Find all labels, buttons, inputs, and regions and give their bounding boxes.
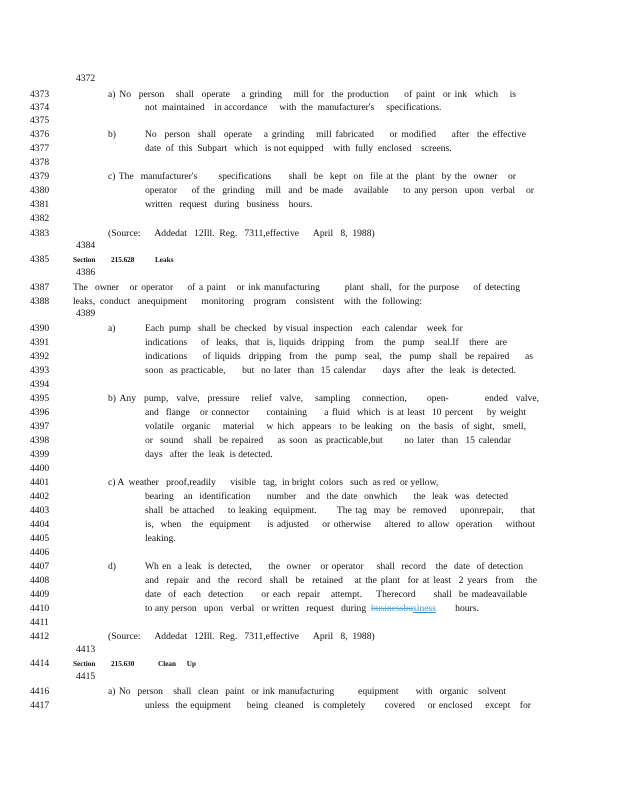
line-number: 4392 (30, 351, 50, 362)
inserted-text: siness (413, 603, 436, 614)
line-number: 4406 (30, 547, 50, 558)
line-number: 4389 (76, 308, 96, 319)
line-number: 4403 (30, 505, 50, 516)
line-number: 4374 (30, 102, 50, 113)
deleted-text: businessbu (370, 603, 414, 614)
line-number: 4410 (30, 603, 50, 614)
line-number: 4387 (30, 282, 50, 293)
line-number: 4399 (30, 449, 50, 460)
paragraph-line: date of each detection or each repair attempt. Therecord shall be madeavailable (145, 589, 527, 600)
line-number: 4378 (30, 157, 50, 168)
line-number: 4411 (30, 617, 49, 628)
paragraph-line: indications of liquids dripping from the pump seal, the pump shall be repaired as (145, 351, 533, 362)
line-number: 4385 (30, 254, 50, 265)
paragraph-line: c) A weather proof,readily visible tag, in bright colors such as red or yellow, (108, 477, 439, 488)
line-number: 4396 (30, 407, 50, 418)
section-title: Leaks (155, 256, 174, 264)
paragraph-line: bearing an identification number and the date onwhich the leak was detected (145, 491, 508, 502)
paragraph-text: to any person upon verbal or written request during (145, 603, 367, 614)
paragraph-line: Each pump shall be checked by visual inspection each calendar week for (145, 323, 463, 334)
line-number: 4400 (30, 463, 50, 474)
paragraph-line: days after the leak is detected. (145, 449, 273, 460)
line-number: 4395 (30, 393, 50, 404)
line-number: 4373 (30, 89, 50, 100)
section-label: Section (73, 256, 96, 264)
line-number: 4379 (30, 171, 50, 182)
line-number: 4404 (30, 519, 50, 530)
line-number: 4405 (30, 533, 50, 544)
line-number: 4416 (30, 686, 50, 697)
line-number: 4413 (76, 644, 96, 655)
line-number: 4417 (30, 700, 50, 711)
line-number: 4407 (30, 561, 50, 572)
paragraph-line: The owner or operator of a paint or ink manufacturing plant shall, for the purpose of detecting (73, 282, 520, 293)
section-label: Section (73, 660, 96, 668)
line-number: 4412 (30, 631, 50, 642)
line-number: 4409 (30, 589, 50, 600)
line-number: 4382 (30, 213, 50, 224)
paragraph-line: c) The manufacturer's specifications shall be kept on file at the plant by the owner or (108, 171, 516, 182)
paragraph-text: hours. (435, 603, 479, 614)
line-number: 4386 (76, 267, 96, 278)
line-number: 4377 (30, 143, 50, 154)
line-number: 4390 (30, 323, 50, 334)
paragraph-line: indications of leaks, that is, liquids dripping from the pump seal.If there are (145, 337, 507, 348)
line-number: 4376 (30, 129, 50, 140)
paragraph-line: unless the equipment being cleaned is completely covered or enclosed except for (145, 700, 531, 711)
line-number: 4393 (30, 365, 50, 376)
paragraph-line: leaks, conduct anequipment monitoring program consistent with the following: (73, 296, 423, 307)
item-marker: b) (108, 129, 116, 140)
paragraph-line: a) No person shall operate a grinding mill for the production of paint or ink which is (108, 89, 516, 100)
item-marker: d) (108, 561, 116, 572)
line-number: 4383 (30, 228, 50, 239)
source-note: (Source: Addedat 12Ill. Reg. 7311,effective April 8, 1988) (108, 631, 375, 642)
line-number: 4388 (30, 296, 50, 307)
line-number: 4415 (76, 671, 96, 682)
line-number: 4391 (30, 337, 50, 348)
paragraph-line: date of this Subpart which is not equipped with fully enclosed screens. (145, 143, 452, 154)
paragraph-line: not maintained in accordance with the manufacturer's specifications. (145, 102, 442, 113)
line-number: 4397 (30, 421, 50, 432)
paragraph-line: soon as practicable, but no later than 15 calendar days after the leak is detected. (145, 365, 516, 376)
paragraph-line: written request during business hours. (145, 199, 313, 210)
paragraph-line: leaking. (145, 533, 176, 544)
paragraph-line: and flange or connector containing a fluid which is at least 10 percent by weight (145, 407, 526, 418)
paragraph-line: Wh en a leak is detected, the owner or operator shall record the date of detection (145, 561, 523, 572)
paragraph-line: or sound shall be repaired as soon as practicable,but no later than 15 calendar (145, 435, 511, 446)
line-number: 4408 (30, 575, 50, 586)
paragraph-line: volatile organic material w hich appears to be leaking on the basis of sight, smell, (145, 421, 526, 432)
paragraph-line: a) No person shall clean paint or ink manufacturing equipment with organic solvent (108, 686, 506, 697)
line-number: 4375 (30, 115, 50, 126)
paragraph-line: operator of the grinding mill and be made available to any person upon verbal or (145, 185, 534, 196)
line-number: 4401 (30, 477, 50, 488)
section-number: 215.628 (111, 256, 135, 264)
section-number: 215.630 (111, 660, 135, 668)
line-number: 4384 (76, 240, 96, 251)
section-title: Clean Up (158, 660, 196, 668)
line-number: 4398 (30, 435, 50, 446)
line-number: 4372 (76, 73, 96, 84)
line-number: 4380 (30, 185, 50, 196)
line-number: 4402 (30, 491, 50, 502)
paragraph-line: shall be attached to leaking equipment. The tag may be removed uponrepair, that (145, 505, 535, 516)
paragraph-line: No person shall operate a grinding mill fabricated or modified after the effective (145, 129, 526, 140)
paragraph-line: is, when the equipment is adjusted or otherwise altered to allow operation without (145, 519, 535, 530)
paragraph-line (145, 603, 479, 614)
paragraph-line: and repair and the record shall be retained at the plant for at least 2 years from the (145, 575, 537, 586)
line-number: 4394 (30, 379, 50, 390)
paragraph-line: b) Any pump, valve, pressure relief valve, sampling connection, open- ended valve, (108, 393, 539, 404)
item-marker: a) (108, 323, 116, 334)
line-number: 4414 (30, 658, 50, 669)
line-number: 4381 (30, 199, 50, 210)
source-note: (Source: Addedat 12Ill. Reg. 7311,effective April 8, 1988) (108, 228, 375, 239)
